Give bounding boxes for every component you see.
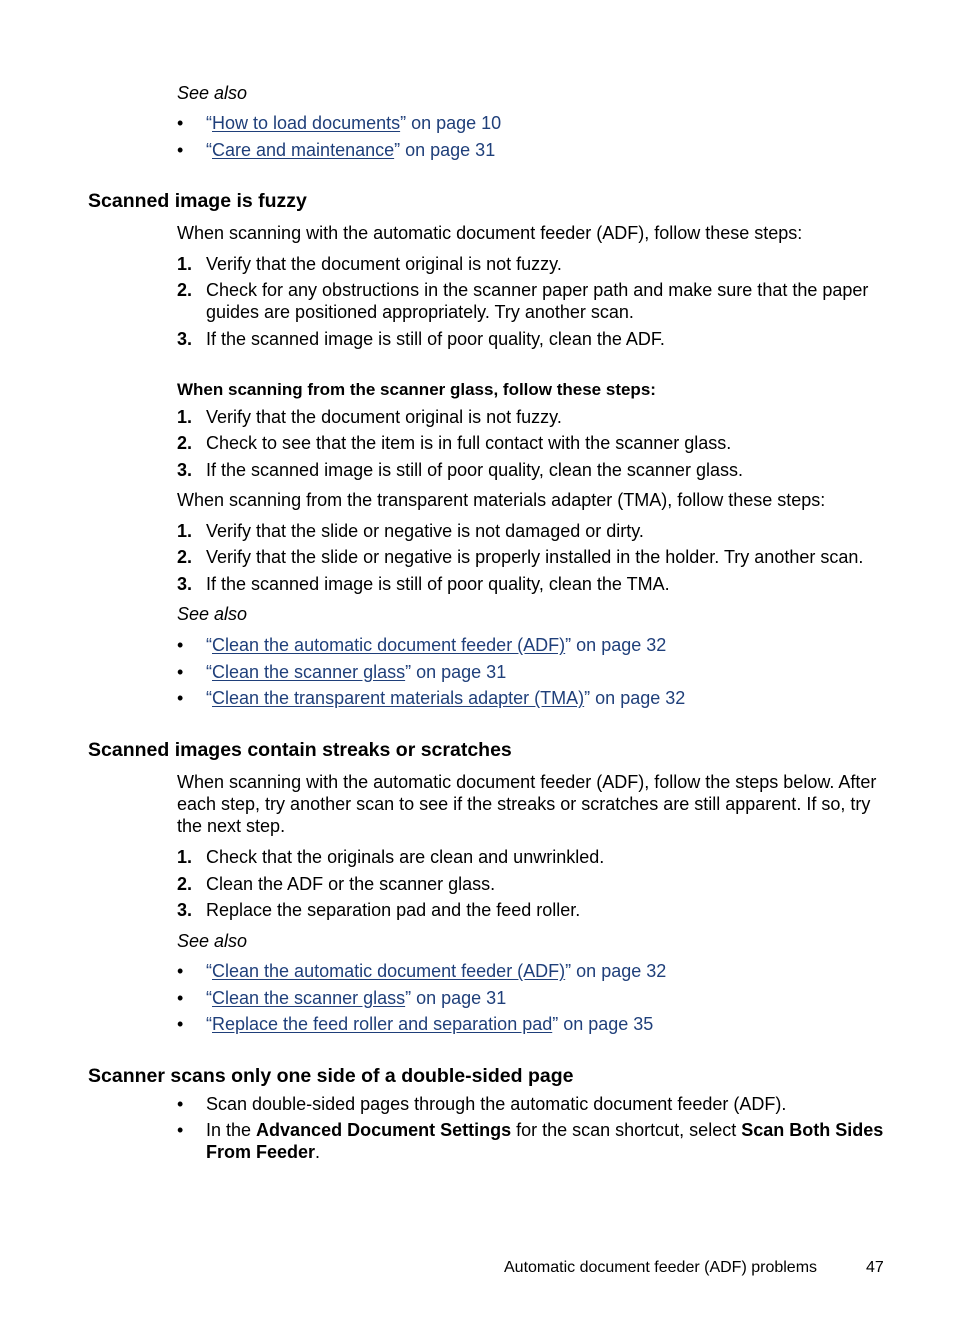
link-replace-roller[interactable]: “Replace the feed roller and separation pad” on page 35 <box>206 1014 654 1034</box>
link-clean-glass[interactable]: “Clean the scanner glass” on page 31 <box>206 662 507 682</box>
step-number: 2. <box>177 280 193 300</box>
step-number: 2. <box>177 874 193 894</box>
bullet: • <box>177 140 184 160</box>
step-text: Replace the separation pad and the feed roller. <box>206 900 581 920</box>
step-text: Verify that the slide or negative is not damaged or dirty. <box>206 521 644 541</box>
bullet: • <box>177 1094 184 1114</box>
link-how-to-load[interactable]: “How to load documents” on page 10 <box>206 113 502 133</box>
heading-fuzzy: Scanned image is fuzzy <box>88 190 307 212</box>
link-clean-glass[interactable]: “Clean the scanner glass” on page 31 <box>206 988 507 1008</box>
step-number: 3. <box>177 574 193 594</box>
bullet-text: In the Advanced Document Settings for the scan shortcut, select Scan Both Sides From Feeder. <box>206 1120 884 1162</box>
step-text: If the scanned image is still of poor quality, clean the TMA. <box>206 574 670 594</box>
bullet: • <box>177 688 184 708</box>
step-text: Verify that the document original is not fuzzy. <box>206 254 562 274</box>
see-also-label: See also <box>177 931 248 951</box>
paragraph: When scanning with the automatic document feeder (ADF), follow these steps: <box>177 223 803 243</box>
heading-one-side: Scanner scans only one side of a double-sided page <box>88 1065 574 1087</box>
link-clean-adf[interactable]: “Clean the automatic document feeder (ADF)” on page 32 <box>206 961 667 981</box>
step-text: Check that the originals are clean and unwrinkled. <box>206 847 605 867</box>
step-number: 3. <box>177 329 193 349</box>
step-number: 1. <box>177 521 193 541</box>
step-number: 2. <box>177 433 193 453</box>
bullet: • <box>177 1014 184 1034</box>
step-number: 3. <box>177 460 193 480</box>
paragraph: When scanning with the automatic document feeder (ADF), follow the steps below. After each step, try another scan to see if the streaks or scratches are still apparent. If so, try the next step. <box>177 772 877 836</box>
step-number: 1. <box>177 254 193 274</box>
link-clean-adf[interactable]: “Clean the automatic document feeder (ADF)” on page 32 <box>206 635 667 655</box>
see-also-label: See also <box>177 83 248 103</box>
bullet: • <box>177 635 184 655</box>
step-text: If the scanned image is still of poor quality, clean the scanner glass. <box>206 460 743 480</box>
step-number: 1. <box>177 847 193 867</box>
bullet-text: Scan double-sided pages through the automatic document feeder (ADF). <box>206 1094 787 1114</box>
step-text: If the scanned image is still of poor quality, clean the ADF. <box>206 329 665 349</box>
step-number: 2. <box>177 547 193 567</box>
bullet: • <box>177 1120 184 1140</box>
step-number: 1. <box>177 407 193 427</box>
step-number: 3. <box>177 900 193 920</box>
step-text: Check to see that the item is in full contact with the scanner glass. <box>206 433 732 453</box>
bullet: • <box>177 961 184 981</box>
heading-streaks: Scanned images contain streaks or scratches <box>88 739 512 761</box>
subheading-glass: When scanning from the scanner glass, follow these steps: <box>177 380 656 399</box>
step-text: Check for any obstructions in the scanner paper path and make sure that the paper guides are positioned appropriately. Try another scan. <box>206 280 869 322</box>
paragraph: When scanning from the transparent materials adapter (TMA), follow these steps: <box>177 490 826 510</box>
link-care-maintenance[interactable]: “Care and maintenance” on page 31 <box>206 140 496 160</box>
step-text: Clean the ADF or the scanner glass. <box>206 874 496 894</box>
bullet: • <box>177 662 184 682</box>
page-number: 47 <box>866 1259 884 1276</box>
step-text: Verify that the document original is not fuzzy. <box>206 407 562 427</box>
bullet: • <box>177 113 184 133</box>
link-clean-tma[interactable]: “Clean the transparent materials adapter (TMA)” on page 32 <box>206 688 686 708</box>
bullet: • <box>177 988 184 1008</box>
step-text: Verify that the slide or negative is properly installed in the holder. Try another scan. <box>206 547 864 567</box>
footer-section: Automatic document feeder (ADF) problems <box>504 1259 818 1276</box>
see-also-label: See also <box>177 604 248 624</box>
